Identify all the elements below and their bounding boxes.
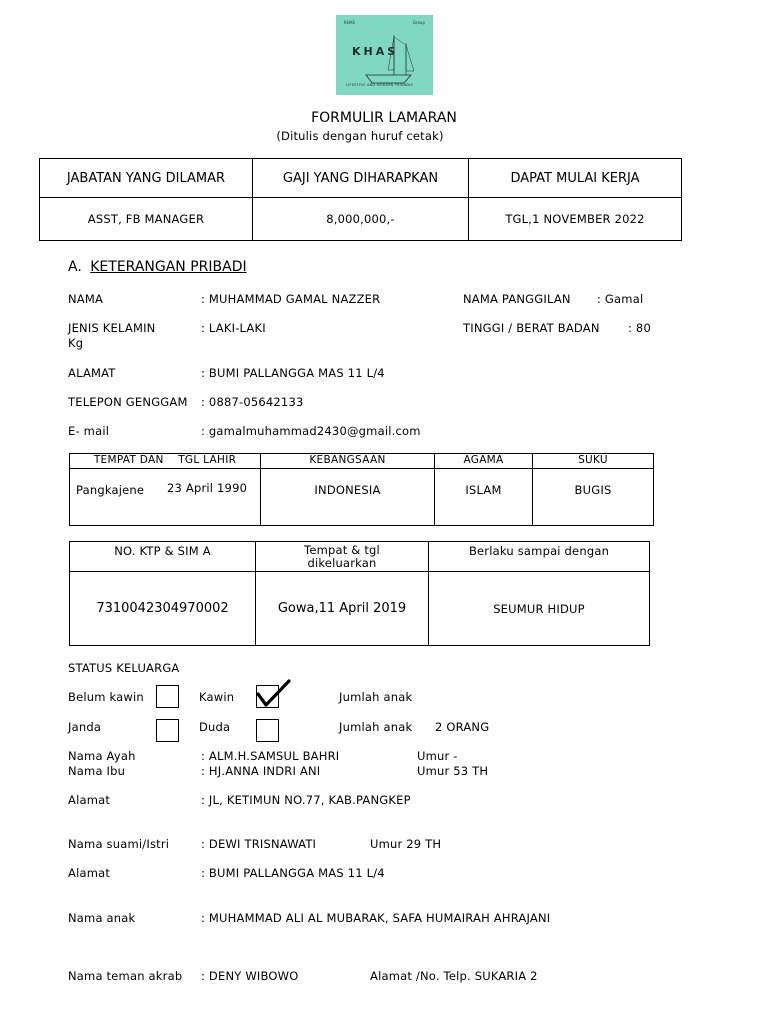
kelamin-label: JENIS KELAMIN — [68, 321, 156, 335]
tempat-lahir: Pangkajene — [76, 483, 145, 497]
value-gaji: 8,000,000,- — [253, 198, 469, 241]
ktp-table — [69, 541, 650, 646]
janda-checkbox[interactable] — [156, 719, 179, 742]
ktp-validity: SEUMUR HIDUP — [429, 572, 650, 646]
alamat-suami-label: Alamat — [68, 866, 111, 880]
value-jabatan: ASST, FB MANAGER — [40, 198, 253, 241]
nama-label: NAMA — [68, 292, 104, 306]
telepon-value: : 0887-05642133 — [201, 395, 304, 409]
header-ktp: NO. KTP & SIM A — [70, 542, 256, 572]
header-suku: SUKU — [533, 454, 654, 469]
logo-top-left: KHAS — [344, 20, 355, 25]
header-gaji: GAJI YANG DIHARAPKAN — [253, 159, 469, 198]
logo-brand: KHAS — [352, 45, 399, 58]
ibu-umur: Umur 53 TH — [417, 764, 489, 778]
header-tempat-keluar-text: Tempat & tgl dikeluarkan — [304, 543, 380, 570]
kawin-label: Kawin — [199, 690, 235, 704]
nama-value: : MUHAMMAD GAMAL NAZZER — [201, 292, 381, 306]
teman-value: : DENY WIBOWO — [201, 969, 299, 983]
email-label: E- mail — [68, 424, 110, 438]
header-agama: AGAMA — [435, 454, 533, 469]
belum-kawin-checkbox[interactable] — [156, 685, 179, 708]
email-value: : gamalmuhammad2430@gmail.com — [201, 424, 421, 438]
tinggi-label: TINGGI / BERAT BADAN — [463, 321, 600, 335]
alamat-label: ALAMAT — [68, 366, 116, 380]
suami-label: Nama suami/Istri — [68, 837, 170, 851]
duda-label: Duda — [199, 720, 231, 734]
logo-top-right: Group — [412, 20, 425, 25]
anak-label: Nama anak — [68, 911, 136, 925]
tinggi-value: : 80 — [628, 321, 651, 335]
checkmark-icon — [255, 678, 291, 708]
teman-label: Nama teman akrab — [68, 969, 183, 983]
ayah-umur: Umur - — [417, 749, 458, 763]
agama-value: ISLAM — [435, 469, 533, 526]
alamat-ortu-value: : JL, KETIMUN NO.77, KAB.PANGKEP — [201, 793, 411, 807]
belum-kawin-label: Belum kawin — [68, 690, 144, 704]
alamat-suami-value: : BUMI PALLANGGA MAS 11 L/4 — [201, 866, 385, 880]
alamat-ortu-label: Alamat — [68, 793, 111, 807]
tempat-tanggal-cell — [70, 469, 261, 526]
header-tempat-lahir: TEMPAT DAN TGL LAHIR — [70, 454, 261, 469]
alamat-value: : BUMI PALLANGGA MAS 11 L/4 — [201, 366, 385, 380]
anak-value: : MUHAMMAD ALI AL MUBARAK, SAFA HUMAIRAH AHRAJANI — [201, 911, 551, 925]
header-berlaku: Berlaku sampai dengan — [429, 542, 650, 572]
logo-tagline: LIFESTYLE AND MODERN FRIENDLY — [346, 83, 414, 87]
ibu-value: : HJ.ANNA INDRI ANI — [201, 764, 321, 778]
suku-value: BUGIS — [533, 469, 654, 526]
section-title: KETERANGAN PRIBADI — [90, 259, 247, 275]
position-table — [39, 158, 682, 241]
status-title: STATUS KELUARGA — [68, 661, 180, 675]
value-mulai-kerja: TGL,1 NOVEMBER 2022 — [469, 198, 682, 241]
suami-umur: Umur 29 TH — [370, 837, 442, 851]
section-letter: A. — [68, 259, 82, 275]
panggilan-label: NAMA PANGGILAN — [463, 292, 571, 306]
header-tempat-keluar — [256, 542, 429, 572]
kelamin-value: : LAKI-LAKI — [201, 321, 266, 335]
section-a-heading — [68, 259, 247, 275]
company-logo — [336, 15, 433, 95]
telepon-label: TELEPON GENGGAM — [68, 395, 188, 409]
form-subtitle: (Ditulis dengan huruf cetak) — [276, 129, 444, 143]
suami-value: : DEWI TRISNAWATI — [201, 837, 317, 851]
jumlah-anak-label-2: Jumlah anak — [339, 720, 413, 734]
ibu-label: Nama Ibu — [68, 764, 126, 778]
kebangsaan-value: INDONESIA — [261, 469, 435, 526]
header-mulai-kerja: DAPAT MULAI KERJA — [469, 159, 682, 198]
ayah-label: Nama Ayah — [68, 749, 136, 763]
duda-checkbox[interactable] — [256, 719, 279, 742]
tanggal-lahir: 23 April 1990 — [167, 481, 248, 495]
jumlah-anak-value: 2 ORANG — [435, 720, 490, 734]
tinggi-unit: Kg — [68, 336, 84, 350]
header-jabatan: JABATAN YANG DILAMAR — [40, 159, 253, 198]
jumlah-anak-label-1: Jumlah anak — [339, 690, 413, 704]
panggilan-value: : Gamal — [597, 292, 644, 306]
teman-alamat: Alamat /No. Telp. SUKARIA 2 — [370, 969, 538, 983]
form-title: FORMULIR LAMARAN — [311, 110, 457, 126]
header-kebangsaan: KEBANGSAAN — [261, 454, 435, 469]
ktp-number: 7310042304970002 — [70, 572, 256, 646]
janda-label: Janda — [68, 720, 102, 734]
ayah-value: : ALM.H.SAMSUL BAHRI — [201, 749, 340, 763]
birth-table — [69, 453, 654, 526]
ktp-issue: Gowa,11 April 2019 — [256, 572, 429, 646]
